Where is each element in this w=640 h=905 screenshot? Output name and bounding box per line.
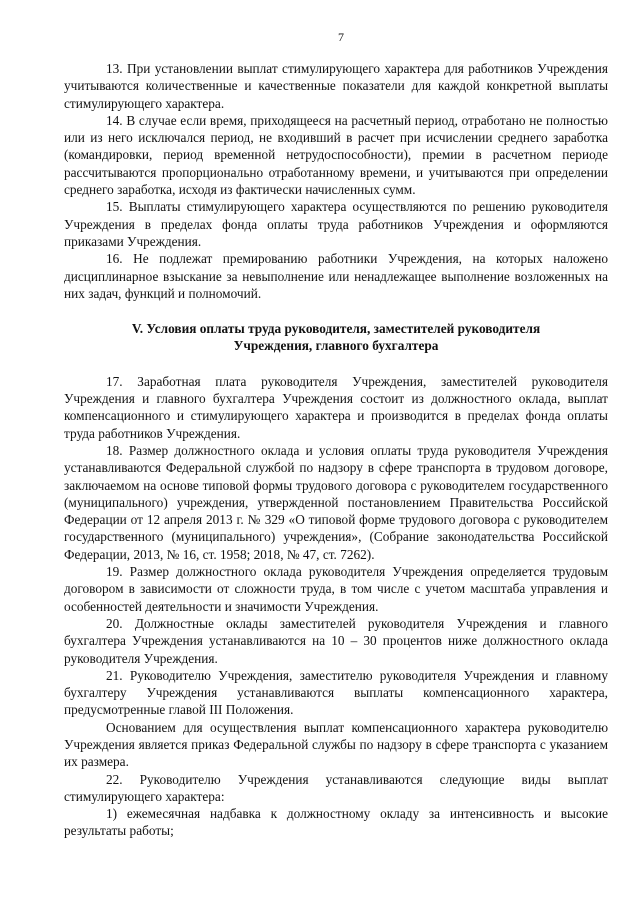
paragraph-20: 20. Должностные оклады заместителей руководителя Учреждения и главного бухгалтера Учреждения устанавливаются на 10 – 30 процентов ниже должностного оклада руководителя Учреждения. [64,615,608,666]
paragraph-13: 13. При установлении выплат стимулирующего характера для работников Учреждения учитываются количественные и качественные показатели для каждой конкретной выплаты стимулирующего характера. [64,61,608,111]
paragraph-15: 15. Выплаты стимулирующего характера осуществляются по решению руководителя Учреждения в пределах фонда оплаты труда работников Учреждения и оформляются приказами Учреждения. [64,199,608,249]
paragraph-22: 22. Руководителю Учреждения устанавливаются следующие виды выплат стимулирующего характера: [64,771,608,804]
paragraph-21-basis: Основанием для осуществления выплат компенсационного характера руководителю Учреждения является приказ Федеральной службы по надзору в сфере транспорта с указанием их размера. [64,719,608,770]
section-heading [64,320,608,355]
paragraph-21: 21. Руководителю Учреждения, заместителю руководителя Учреждения и главному бухгалтеру Учреждения устанавливаются выплаты компенсационного характера, предусмотренные главой III Положения. [64,667,608,718]
section-heading-line-1: V. Условия оплаты труда руководителя, заместителей руководителя [131,321,541,337]
paragraph-22-item-1: 1) ежемесячная надбавка к должностному окладу за интенсивность и высокие результаты работы; [64,806,608,839]
paragraph-19: 19. Размер должностного оклада руководителя Учреждения определяется трудовым договором в зависимости от сложности труда, в том числе с учетом масштаба управления и особенностей деятельности и значимости Учреждения. [64,564,608,614]
paragraph-16: 16. Не подлежат премированию работники Учреждения, на которых наложено дисциплинарное взыскание за невыполнение или ненадлежащее выполнение возложенных на них задач, функций и полномочий. [64,251,608,301]
page-number: 7 [338,30,344,44]
paragraph-17: 17. Заработная плата руководителя Учреждения, заместителей руководителя Учреждения и главного бухгалтера Учреждения состоит из должностного оклада, выплат компенсационного и стимулирующего характера и производится в пределах фонда оплаты труда работников Учреждения. [64,373,608,441]
paragraph-18: 18. Размер должностного оклада и условия оплаты труда руководителя Учреждения устанавливаются Федеральной службой по надзору в сфере транспорта в трудовом договоре, заключаемом на основе типовой формы трудового договора с руководителем государственного (муниципального) учреждения, утвержденной постановлением Правительства Российской Федерации от 12 апреля 2013 г. № 329 «О типовой форме трудового договора с руководителем государственного (муниципального) учреждения», (Собрание законодательства Российской Федерации, 2013, № 16, ст. 1958; 2018, № 47, ст. 7262). [64,442,608,562]
section-heading-line-2: Учреждения, главного бухгалтера [233,338,439,354]
paragraph-14: 14. В случае если время, приходящееся на расчетный период, отработано не полностью или из него исключался период, не входивший в расчет при исчислении среднего заработка (командировки, период временной нетрудоспособности), премии в расчетном периоде рассчитываются пропорционально отработанному времени, и учитываются при определении среднего заработка, исходя из фактически начисленных сумм. [64,112,608,198]
